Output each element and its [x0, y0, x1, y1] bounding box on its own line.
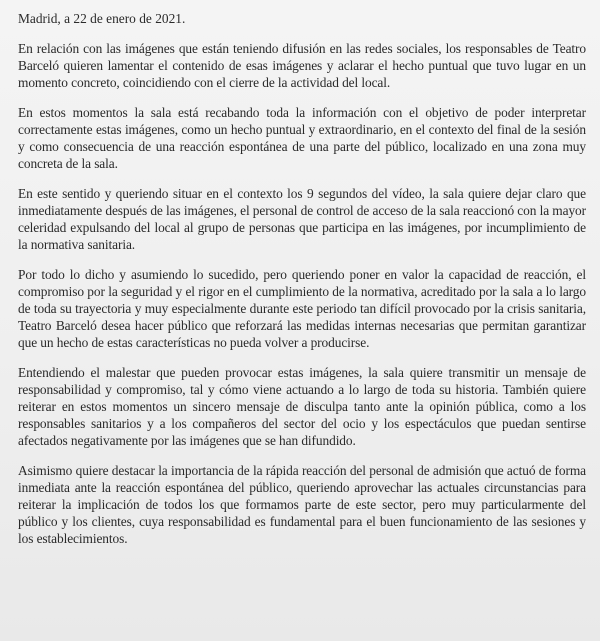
paragraph-5: Entendiendo el malestar que pueden provocar estas imágenes, la sala quiere transmitir un mensaje de responsabilidad y compromiso, tal y cómo viene actuando a lo largo de toda su historia. También quiere reiterar en estos momentos un sincero mensaje de disculpa tanto ante la opinión pública, como a los responsables sanitarios y a los compañeros del sector del ocio y los espectáculos que puedan sentirse afectados negativamente por las imágenes que se han difundido.: [18, 365, 586, 448]
paragraph-6: Asimismo quiere destacar la importancia de la rápida reacción del personal de admisión que actuó de forma inmediata ante la reacción espontánea del público, queriendo aprovechar las actuales circunstancias para reiterar la implicación de todos los que formamos parte de este sector, pero muy particularmente del público y los clientes, cuya responsabilidad es fundamental para el buen funcionamiento de las sesiones y los establecimientos.: [18, 463, 586, 546]
paragraph-3: En este sentido y queriendo situar en el contexto los 9 segundos del vídeo, la sala quiere dejar claro que inmediatamente después de las imágenes, el personal de control de acceso de la sala reaccionó con la mayor celeridad expulsando del local al grupo de personas que participa en las imágenes, por incumplimiento de la normativa sanitaria.: [18, 186, 586, 252]
paragraph-1: En relación con las imágenes que están teniendo difusión en las redes sociales, los responsables de Teatro Barceló quieren lamentar el contenido de esas imágenes y aclarar el hecho puntual que tuvo lugar en un momento concreto, coincidiendo con el cierre de la actividad del local.: [18, 41, 586, 90]
paragraph-2: En estos momentos la sala está recabando toda la información con el objetivo de poder interpretar correctamente estas imágenes, como un hecho puntual y extraordinario, en el contexto del final de la sesión y como consecuencia de una reacción espontánea de una parte del público, localizado en una zona muy concreta de la sala.: [18, 105, 586, 171]
paragraph-4: Por todo lo dicho y asumiendo lo sucedido, pero queriendo poner en valor la capacidad de reacción, el compromiso por la seguridad y el rigor en el cumplimiento de la normativa, acreditado por la sala a lo largo de toda su trayectoria y muy especialmente durante este periodo tan difícil provocado por la crisis sanitaria, Teatro Barceló desea hacer público que reforzará las medidas internas necesarias que permitan garantizar que un hecho de estas características no pueda volver a producirse.: [18, 267, 586, 350]
letter-date: Madrid, a 22 de enero de 2021.: [18, 11, 186, 26]
